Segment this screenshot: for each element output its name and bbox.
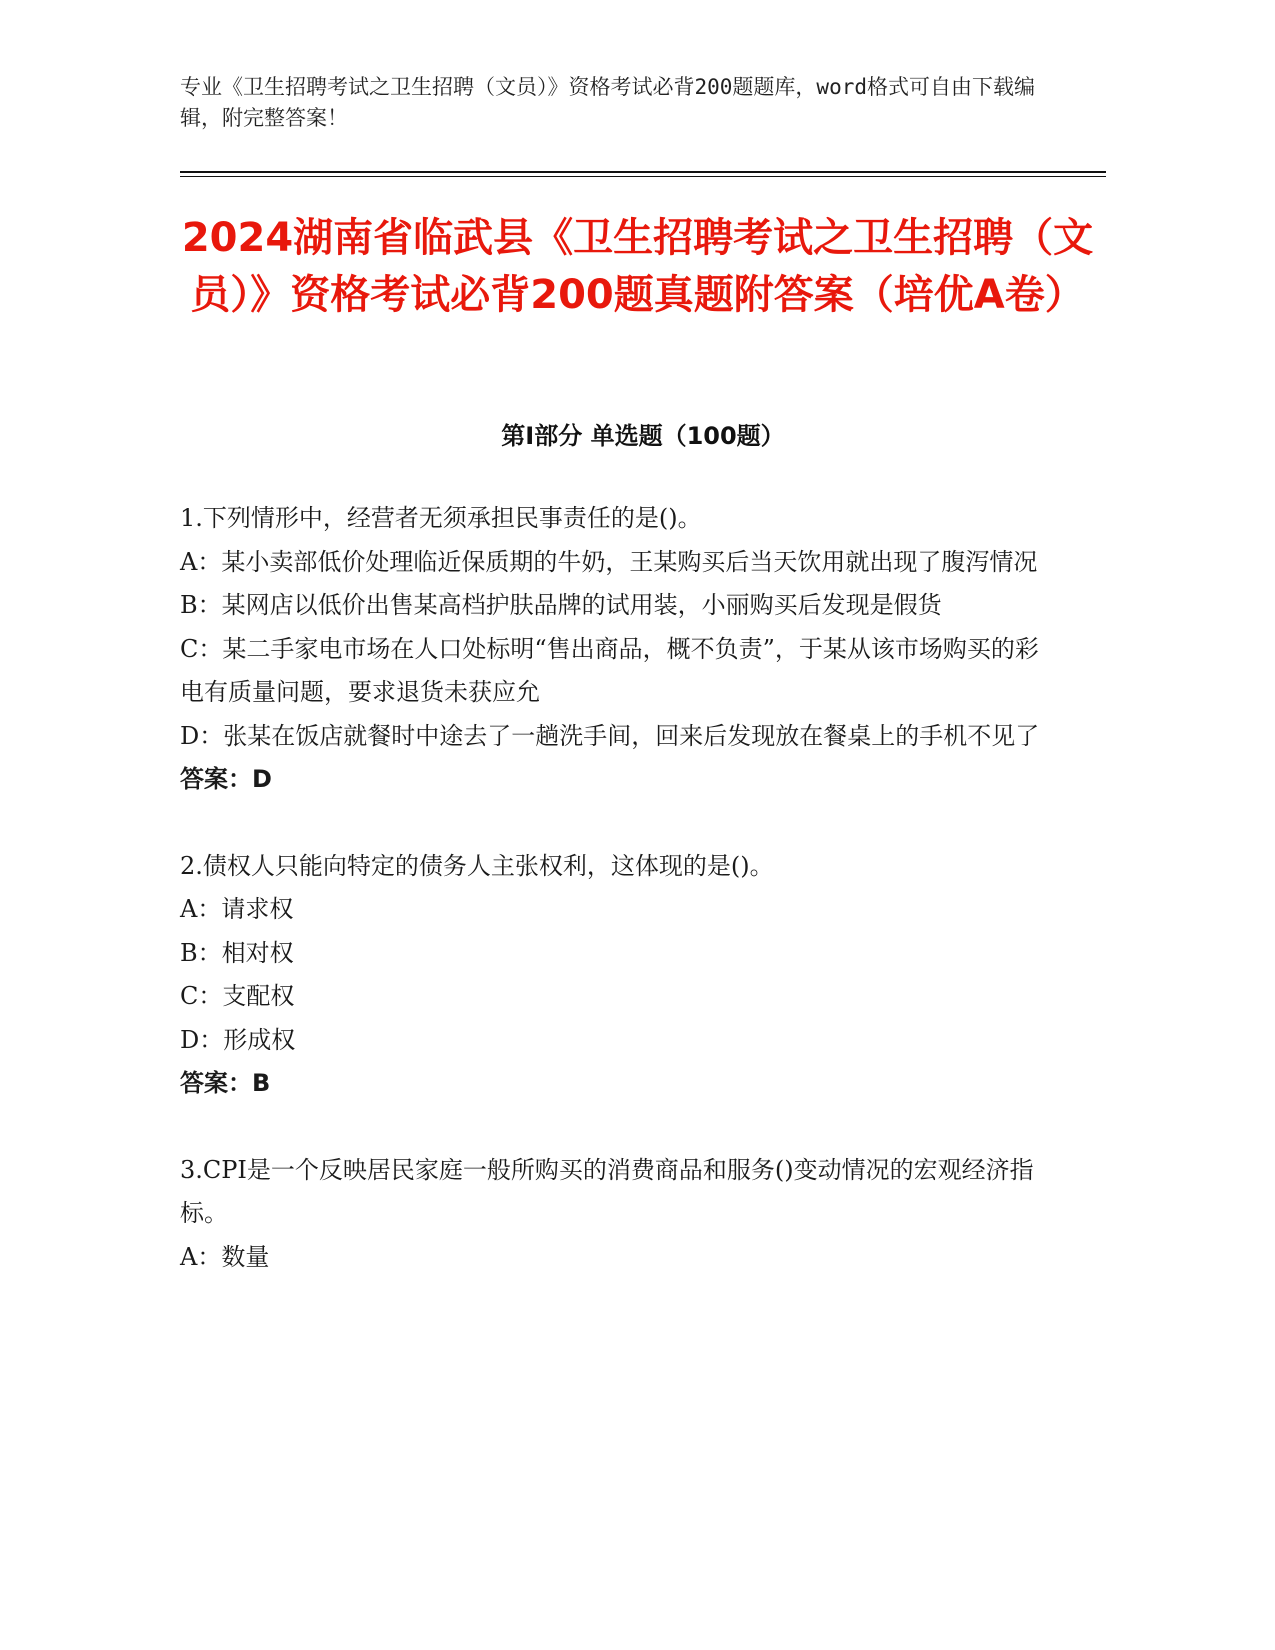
header-rule-thin	[180, 176, 1106, 177]
question-stem: 2.债权人只能向特定的债务人主张权利，这体现的是()。	[180, 851, 774, 880]
document-title: 2024湖南省临武县《卫生招聘考试之卫生招聘（文员）》资格考试必背200题真题附答案（培优A卷）	[181, 215, 1094, 318]
option-a: A：数量	[180, 1242, 270, 1271]
option-d: D：形成权	[180, 1025, 296, 1054]
question-stem: 1.下列情形中，经营者无须承担民事责任的是()。	[180, 504, 702, 532]
answer-line: 答案：D	[180, 765, 272, 793]
option-b: B：某网店以低价出售某高档护肤品牌的试用装，小丽购买后发现是假货	[180, 591, 942, 619]
question-stem: 3.CPI是一个反映居民家庭一般所购买的消费商品和服务()变动情况的宏观经济指标。	[180, 1155, 1034, 1227]
section-heading: 第I部分 单选题（100题）	[501, 422, 785, 450]
question-1	[180, 497, 1040, 802]
option-a: A：某小卖部低价处理临近保质期的牛奶，王某购买后当天饮用就出现了腹泻情况	[180, 547, 1038, 576]
option-c: C：某二手家电市场在人口处标明“售出商品，概不负责”，于某从该市场购买的彩电有质量问题，要求退货未获应允	[180, 634, 1039, 706]
option-b: B：相对权	[180, 938, 294, 967]
option-c: C：支配权	[180, 982, 295, 1010]
header-rule-thick	[180, 171, 1106, 173]
question-list	[180, 497, 1040, 1322]
answer-line: 答案：B	[180, 1069, 271, 1097]
question-2	[180, 845, 1040, 1106]
header-note: 专业《卫生招聘考试之卫生招聘（文员）》资格考试必背200题题库，word格式可自由下载编辑，附完整答案！	[180, 75, 1035, 130]
option-d: D：张某在饭店就餐时中途去了一趟洗手间，回来后发现放在餐桌上的手机不见了	[180, 721, 1040, 750]
question-3	[180, 1149, 1040, 1280]
option-a: A：请求权	[180, 895, 294, 923]
